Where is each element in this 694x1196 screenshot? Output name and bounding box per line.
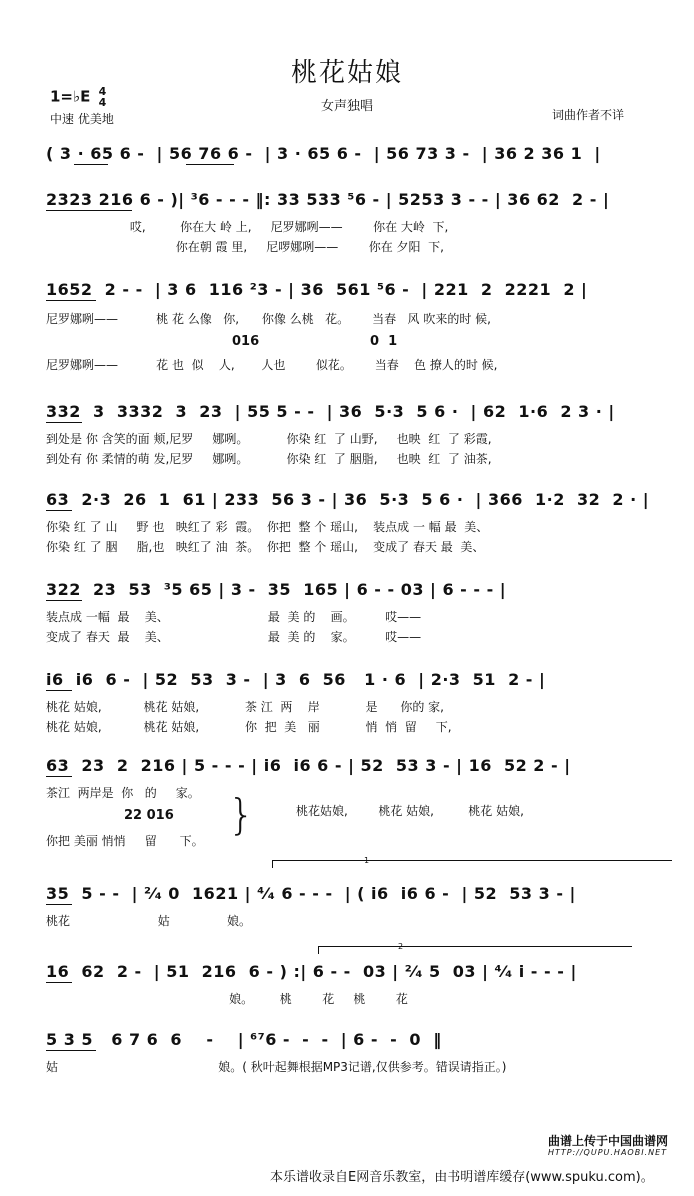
- lyric-row-7a: 桃花 姑娘, 桃花 姑娘, 茶 江 两 岸 是 你的 家,: [46, 700, 444, 714]
- rhythm-underline: [46, 776, 72, 777]
- notation-row-7: i6 i6 6 - | 52 53 3 - | 3 6 56 1 · 6 | 2·3 51 2 - |: [46, 670, 546, 689]
- lyric-row-8a: 茶江 两岸是 你 的 家。: [46, 786, 200, 800]
- first-ending-bracket: [272, 860, 672, 861]
- lyric-row-7b: 桃花 姑娘, 桃花 姑娘, 你 把 美 丽 悄 悄 留 下,: [46, 720, 452, 734]
- lyric-brace: }: [228, 790, 255, 839]
- tempo-marking: 中速 优美地: [50, 112, 114, 126]
- lyric-row-4a: 到处是 你 含笑的面 颊,尼罗 娜咧。 你染 红 了 山野, 也映 红 了 彩霞,: [46, 432, 492, 446]
- notation-row-6: 322 23 53 ³5 65 | 3 - 35 165 | 6 - - 03 | 6 - - - |: [46, 580, 507, 599]
- rhythm-underline: [74, 164, 108, 165]
- rhythm-underline: [46, 422, 82, 423]
- rhythm-underline: [46, 904, 72, 905]
- lyric-row-2a: 哎, 你在大 岭 上, 尼罗娜咧—— 你在 大岭 下,: [46, 220, 449, 234]
- rhythm-underline: [46, 600, 82, 601]
- notation-row-5: 63 2·3 26 1 61 | 233 56 3 - | 36 5·3 5 6 · | 366 1·2 32 2 · |: [46, 490, 650, 509]
- rhythm-underline: [46, 982, 72, 983]
- lyric-row-8b: 你把 美丽 悄悄 留 下。: [46, 834, 204, 848]
- second-ending-tick: [318, 946, 319, 954]
- lyric-row-6a: 装点成 一幅 最 美、 最 美 的 画。 哎——: [46, 610, 422, 624]
- notation-row-4: 332 3 3332 3 23 | 55 5 - - | 36 5·3 5 6 · | 62 1·6 2 3 · |: [46, 402, 615, 421]
- lyric-row-4b: 到处有 你 柔情的萌 发,尼罗 娜咧。 你染 红 了 胭脂, 也映 红 了 油茶,: [46, 452, 492, 466]
- lyric-row-5a: 你染 红 了 山 野 也 映红了 彩 霞。 你把 整 个 瑶山, 装点成 一 幅 最 美、: [46, 520, 489, 534]
- rhythm-underline: [46, 210, 132, 211]
- side-lyric-row-8: 桃花姑娘, 桃花 姑娘, 桃花 姑娘,: [296, 804, 524, 818]
- lyric-row-11: 姑 娘。( 秋叶起舞根据MP3记谱,仅供参考。错误请指正。): [46, 1060, 507, 1074]
- notation-row-9: 35 5 - - | ²⁄₄ 0 1621 | ⁴⁄₄ 6 - - - | ( i6 i6 6 - | 52 53 3 - |: [46, 884, 576, 903]
- lyric-row-5b: 你染 红 了 胭 脂,也 映红了 油 茶。 你把 整 个 瑶山, 变成了 春天 最 美、: [46, 540, 485, 554]
- rhythm-underline: [46, 1050, 96, 1051]
- time-top: 4: [98, 85, 107, 98]
- lyric-row-3b: 尼罗娜咧—— 花 也 似 人, 人也 似花。 当春 色 撩人的时 候,: [46, 358, 498, 372]
- footer-url: HTTP://QUPU.HAOBI.NET: [548, 1148, 668, 1157]
- lyric-row-3a: 尼罗娜咧—— 桃 花 么像 你, 你像 么桃 花。 当春 风 吹来的时 候,: [46, 312, 491, 326]
- second-ending-bracket: [318, 946, 632, 947]
- first-ending-tick: [272, 860, 273, 868]
- footer-site-credit: 曲谱上传于中国曲谱网: [548, 1134, 669, 1148]
- lyric-row-2b: 你在朝 霞 里, 尼啰娜咧—— 你在 夕阳 下,: [46, 240, 444, 254]
- first-ending-number: 1: [364, 856, 370, 865]
- alt-notes-row-8: 22 016: [124, 808, 174, 823]
- rhythm-underline: [46, 690, 72, 691]
- song-title: 桃花姑娘: [290, 58, 403, 88]
- key-prefix: 1=: [50, 87, 74, 106]
- lyric-row-6b: 变成了 春天 最 美、 最 美 的 家。 哎——: [46, 630, 422, 644]
- alt-notes-row-3b: 0 1: [370, 334, 398, 349]
- notation-row-3: 1652 2 - - | 3 6 116 ²3 - | 36 561 ⁵6 - | 221 2 2221 2 |: [46, 280, 588, 299]
- song-subtitle: 女声独唱: [320, 99, 373, 114]
- notation-row-8: 63 23 2 216 | 5 - - - | i6 i6 6 - | 52 53 3 - | 16 52 2 - |: [46, 756, 571, 775]
- lyric-row-9: 桃花 姑 娘。: [46, 914, 251, 928]
- notation-row-11: 5 3 5 6 7 6 6 - | ⁶⁷6 - - - | 6 - - 0 ‖: [46, 1030, 442, 1049]
- footer-note: 本乐谱收录自E网音乐教室，由书明谱库缓存(www.spuku.com)。: [270, 1170, 654, 1185]
- second-ending-number: 2: [398, 942, 404, 951]
- key-note: ♭E: [73, 87, 91, 106]
- composer-credit: 词曲作者不详: [552, 108, 625, 122]
- key-signature: [50, 86, 106, 108]
- rhythm-underline: [46, 510, 72, 511]
- rhythm-underline: [186, 164, 234, 165]
- notation-row-1: ( 3 · 65 6 - | 56 76 6 - | 3 · 65 6 - | 56 73 3 - | 36 2 36 1 |: [46, 144, 601, 163]
- time-signature: [99, 86, 107, 108]
- rhythm-underline: [46, 300, 96, 301]
- alt-notes-row-3: 016: [232, 334, 260, 349]
- notation-row-10: 16 62 2 - | 51 216 6 - ) :| 6 - - 03 | ²⁄₄ 5 03 | ⁴⁄₄ i - - - |: [46, 962, 577, 981]
- notation-row-2: 2323 216 6 - )| ³6 - - - ‖: 33 533 ⁵6 - | 5253 3 - - | 36 62 2 - |: [46, 190, 610, 209]
- lyric-row-10: 娘。 桃 花 桃 花: [46, 992, 408, 1006]
- time-bottom: 4: [98, 96, 107, 109]
